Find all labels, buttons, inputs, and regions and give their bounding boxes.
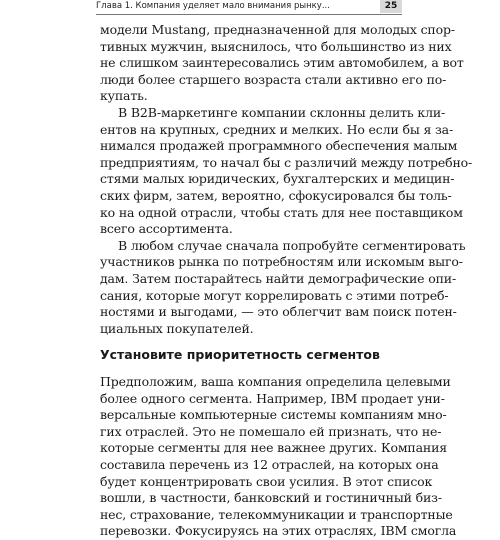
text-line: предприятиям, то начал бы с различий между потребно-: [100, 154, 473, 170]
text-line: модели Mustang, предназначенной для молодых спор-: [100, 22, 455, 37]
text-line: нимался продажей программного обеспечения малым: [100, 138, 458, 154]
text-line: сания, которые могут коррелировать с этими потреб-: [100, 287, 449, 303]
text-line: циальных покупателей.: [100, 320, 254, 336]
text-line: участников рынка по потребностям или искомым выго-: [100, 254, 463, 270]
text-line: тивных мужчин, выяснилось, что большинство из них: [100, 38, 452, 54]
text-line: нес, страхование, телекоммуникации и транспортные: [100, 506, 453, 522]
running-head: Глава 1. Компания уделяет мало внимания рынку...: [96, 1, 330, 11]
text-line: В B2B-маркетинге компании склонны делить кли-: [118, 105, 446, 120]
text-line: ко на одной отрасли, чтобы стать для нее поставщиком: [100, 204, 463, 220]
text-line: вошли, в частности, банковский и гостиничный биз-: [100, 490, 442, 506]
text-line: ентов на крупных, средних и мелких. Но если бы я за-: [100, 121, 454, 137]
text-line: Предположим, ваша компания определила целевыми: [100, 374, 451, 389]
text-line: люди более старшего возраста стали активно его по-: [100, 71, 447, 87]
text-line: дам. Затем постарайтесь найти демографические опи-: [100, 271, 457, 286]
text-line: ских фирм, затем, вероятно, сфокусировался бы толь-: [100, 188, 452, 203]
text-line: не слишком заинтересовались этим автомобилем, а вот: [100, 55, 464, 71]
text-line: В любом случае сначала попробуйте сегментировать: [118, 237, 466, 253]
text-line: перевозки. Фокусируясь на этих отраслях, IBM смогла: [100, 523, 457, 539]
text-line: всего ассортимента.: [100, 221, 233, 237]
text-line: будет концентрировать свои усилия. В этот список: [100, 473, 433, 489]
text-line: более одного сегмента. Например, IBM продает уни-: [100, 390, 445, 406]
section-heading: Установите приоритетность сегментов: [100, 347, 380, 363]
text-line: ностями и выгодами, — это облегчит вам поиск потен-: [100, 304, 457, 320]
text-line: версальные компьютерные системы компаниям мно-: [100, 407, 447, 423]
text-line: составила перечень из 12 отраслей, на которых она: [100, 457, 439, 472]
text-line: которые сегменты для нее важнее других. Компания: [100, 440, 448, 456]
page-number: 25: [380, 0, 402, 13]
text-line: купать.: [100, 88, 148, 104]
header-rule: [96, 14, 402, 15]
text-line: гих отраслей. Это не помешало ей признать, что не-: [100, 423, 442, 439]
text-line: стями малых юридических, бухгалтерских и медицин-: [100, 171, 455, 187]
